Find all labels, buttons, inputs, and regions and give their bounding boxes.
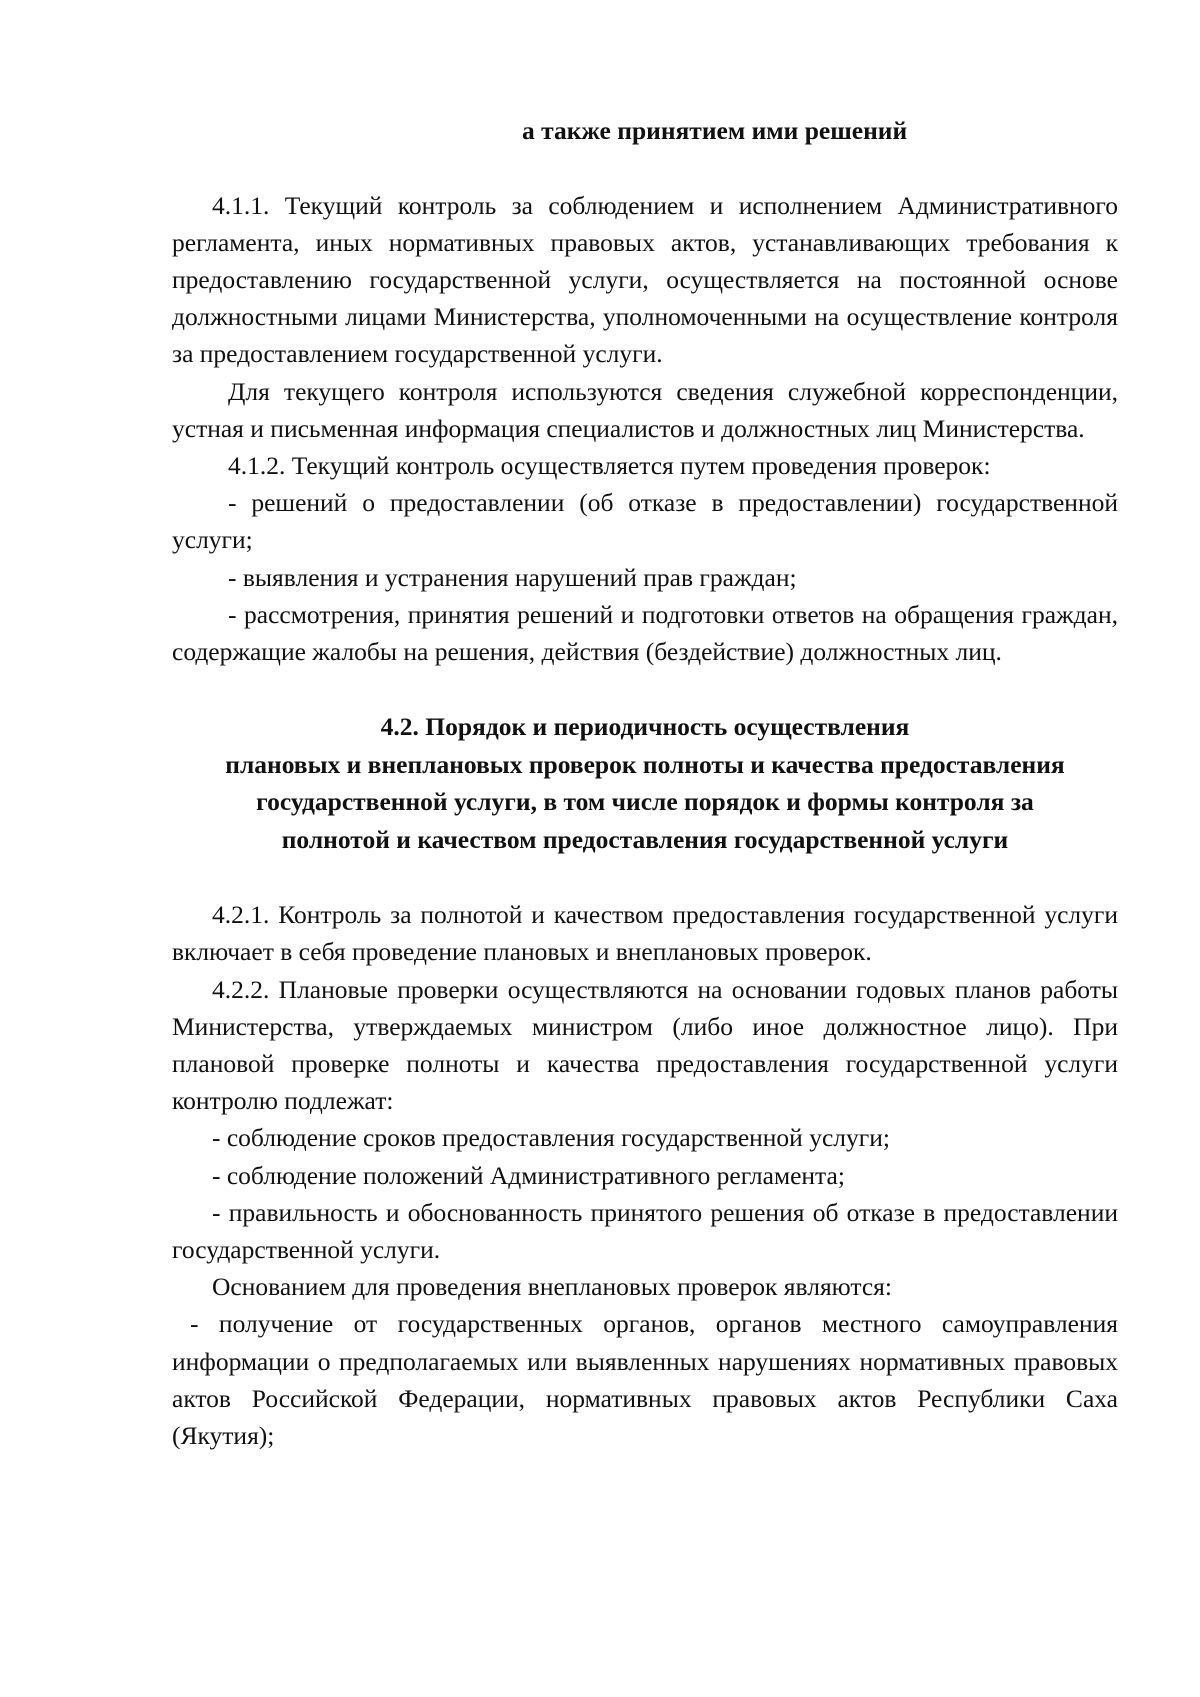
paragraph-4-1-1: 4.1.1. Текущий контроль за соблюдением и исполнением Административного регламента, иных нормативных правовых актов, устанавливающих требования к предоставлению государственной услуги, осуществляется на постоянной основе должностными лицами Министерства, уполномоченными на осуществление контроля за предоставлением государственной услуги. [172, 190, 1118, 369]
list-item-violations: - выявления и устранения нарушений прав граждан; [228, 562, 797, 592]
section-4-2-body [172, 896, 1118, 1454]
section-4-1-body [172, 187, 1118, 671]
paragraph-unplanned-grounds: Основанием для проведения внеплановых проверок являются: [212, 1272, 892, 1302]
section-heading-line: полнотой и качеством предоставления государственной услуги [281, 824, 1009, 854]
paragraph-4-2-1: 4.2.1. Контроль за полнотой и качеством предоставления государственной услуги включает в себя проведение плановых и внеплановых проверок. [172, 900, 1118, 967]
section-heading-line: государственной услуги, в том числе порядок и формы контроля за [256, 787, 1034, 817]
list-item-regulation-provisions: - соблюдение положений Административного регламента; [212, 1160, 845, 1190]
list-item-decisions: - решений о предоставлении (об отказе в предоставлении) государственной услуги; [172, 488, 1118, 555]
paragraph-current-control-sources: Для текущего контроля используются сведения служебной корреспонденции, устная и письменная информация специалистов и должностных лиц Министерства. [172, 376, 1118, 443]
section-heading-line: 4.2. Порядок и периодичность осуществления [380, 712, 910, 742]
list-item-refusal-validity: - правильность и обоснованность принятого решения об отказе в предоставлении государственной услуги. [172, 1197, 1118, 1264]
list-item-information-received: - получение от государственных органов, органов местного самоуправления информации о предполагаемых или выявленных нарушениях нормативных правовых актов Российской Федерации, нормативных правовых актов Республики Саха (Якутия); [172, 1309, 1118, 1450]
paragraph-4-2-2: 4.2.2. Плановые проверки осуществляются на основании годовых планов работы Министерства, утверждаемых министром (либо иное должностное лицо). При плановой проверке полноты и качества предоставления государственной услуги контролю подлежат: [172, 974, 1118, 1116]
section-heading-line: плановых и внеплановых проверок полноты и качества предоставления [225, 749, 1065, 779]
section-heading-4-2 [172, 708, 1118, 858]
section-heading-continuation: а также принятием ими решений [522, 116, 908, 145]
list-item-appeals: - рассмотрения, принятия решений и подготовки ответов на обращения граждан, содержащие жалобы на решения, действия (бездействие) должностных лиц. [172, 599, 1118, 666]
list-item-deadlines: - соблюдение сроков предоставления государственной услуги; [212, 1123, 890, 1153]
paragraph-4-1-2: 4.1.2. Текущий контроль осуществляется путем проведения проверок: [228, 450, 991, 480]
